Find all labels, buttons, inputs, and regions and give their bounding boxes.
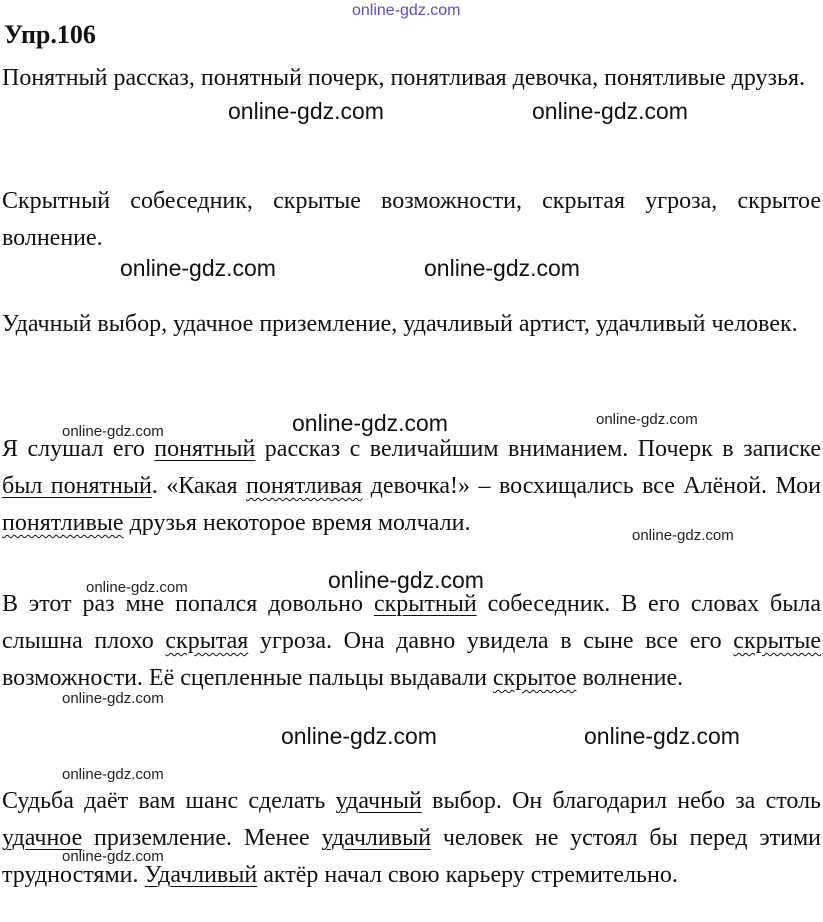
watermark: online-gdz.com: [532, 98, 688, 124]
text-segment: актёр начал свою карьеру стремительно.: [257, 862, 678, 888]
paragraph-4: [2, 431, 821, 542]
underlined-word: скрытный: [373, 591, 477, 617]
text-segment: друзья некоторое время молчали.: [123, 510, 471, 536]
watermark: online-gdz.com: [62, 848, 164, 865]
wavy-underlined-word: скрытая: [165, 628, 249, 654]
watermark: online-gdz.com: [86, 579, 188, 596]
text-segment: волнение.: [576, 665, 684, 691]
paragraph-6: [2, 783, 821, 894]
watermark: online-gdz.com: [584, 723, 740, 749]
watermark: online-gdz.com: [328, 567, 484, 593]
watermark: online-gdz.com: [281, 723, 437, 749]
exercise-title: Упр.106: [4, 20, 96, 49]
watermark: online-gdz.com: [632, 527, 734, 544]
underlined-word: был понятный: [2, 473, 152, 499]
paragraph-5: [2, 586, 821, 697]
paragraph-2: Скрытный собеседник, скрытые возможности, скрытая угроза, скрытое волнение.: [2, 188, 821, 251]
text-segment: . «Какая: [151, 473, 247, 499]
text-segment: приземление. Менее: [82, 825, 322, 851]
text-segment: Я слушал его: [2, 436, 155, 462]
wavy-underlined-word: скрытое: [492, 665, 577, 691]
text-segment: В этот раз мне попался довольно: [2, 591, 374, 617]
watermark: online-gdz.com: [62, 423, 164, 440]
wavy-underlined-word: понятливая: [246, 473, 363, 499]
wavy-underlined-word: скрытые: [733, 628, 821, 654]
wavy-underlined-word: понятливые: [2, 510, 124, 536]
header-watermark: online-gdz.com: [352, 2, 461, 19]
text-segment: выбор. Он благодарил небо за столь: [421, 788, 821, 814]
watermark: online-gdz.com: [596, 411, 698, 428]
underlined-word: Удачливый: [144, 862, 258, 888]
watermark: online-gdz.com: [228, 98, 384, 124]
watermark: online-gdz.com: [62, 690, 164, 707]
underlined-word: удачный: [335, 788, 422, 814]
watermark: online-gdz.com: [292, 410, 448, 436]
text-segment: человек не устоял бы перед этими трудностями.: [2, 825, 821, 888]
watermark: online-gdz.com: [62, 766, 164, 783]
text-segment: угроза. Она давно увидела в сыне все его: [248, 628, 734, 654]
paragraph-3: Удачный выбор, удачное приземление, удачливый артист, удачливый человек.: [2, 311, 798, 337]
underlined-word: удачливый: [321, 825, 432, 851]
text-segment: возможности. Её сцепленные пальцы выдавали: [2, 665, 493, 691]
watermark: online-gdz.com: [424, 255, 580, 281]
text-segment: Судьба даёт вам шанс сделать: [2, 788, 336, 814]
underlined-word: удачное: [2, 825, 83, 851]
underlined-word: понятный: [154, 436, 256, 462]
text-segment: рассказ с величайшим вниманием. Почерк в записке: [255, 436, 821, 462]
paragraph-1: Понятный рассказ, понятный почерк, понятливая девочка, понятливые друзья.: [2, 65, 806, 91]
text-segment: девочка!» – восхищались все Алёной. Мои: [362, 473, 822, 499]
text-segment: собеседник. В его словах была слышна плохо: [2, 591, 822, 654]
watermark: online-gdz.com: [120, 255, 276, 281]
